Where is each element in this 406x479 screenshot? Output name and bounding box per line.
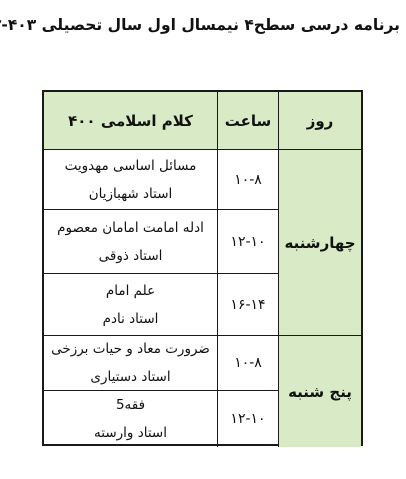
course-teacher: استاد شهبازیان [88, 185, 173, 202]
course-teacher: استاد وارسته [94, 425, 167, 441]
header-course: کلام اسلامی ۴۰۰ [44, 92, 218, 150]
course-name: مسائل اساسی مهدویت [64, 157, 197, 174]
day-cell-wednesday: چهارشنبه [279, 150, 361, 336]
header-time: ساعت [218, 92, 279, 150]
time-cell: ۱۰-۸ [218, 336, 279, 391]
time-cell: ۱۶-۱۴ [218, 274, 279, 336]
time-cell: ۱۲-۱۰ [218, 391, 279, 447]
course-name: ادله امامت امامان معصوم [57, 219, 204, 236]
course-cell [44, 274, 218, 336]
course-cell [44, 150, 218, 210]
header-day: روز [279, 92, 361, 150]
course-name: ضرورت معاد و حیات برزخی [51, 341, 210, 357]
course-name: فقه5 [115, 397, 146, 413]
course-teacher: استاد ذوقی [98, 247, 163, 264]
course-name: علم امام [105, 282, 156, 299]
time-cell: ۱۰-۸ [218, 150, 279, 210]
course-teacher: استاد نادم [102, 310, 159, 327]
page-title: برنامه درسی سطح۴ نیمسال اول سال تحصیلی ۴۰۳- [1, 16, 400, 34]
course-cell [44, 210, 218, 274]
time-cell: ۱۲-۱۰ [218, 210, 279, 274]
course-teacher: استاد دستیاری [90, 369, 171, 385]
course-cell [44, 391, 218, 447]
course-cell [44, 336, 218, 391]
day-cell-thursday: پنج شنبه [279, 336, 361, 447]
schedule-table [42, 90, 363, 446]
